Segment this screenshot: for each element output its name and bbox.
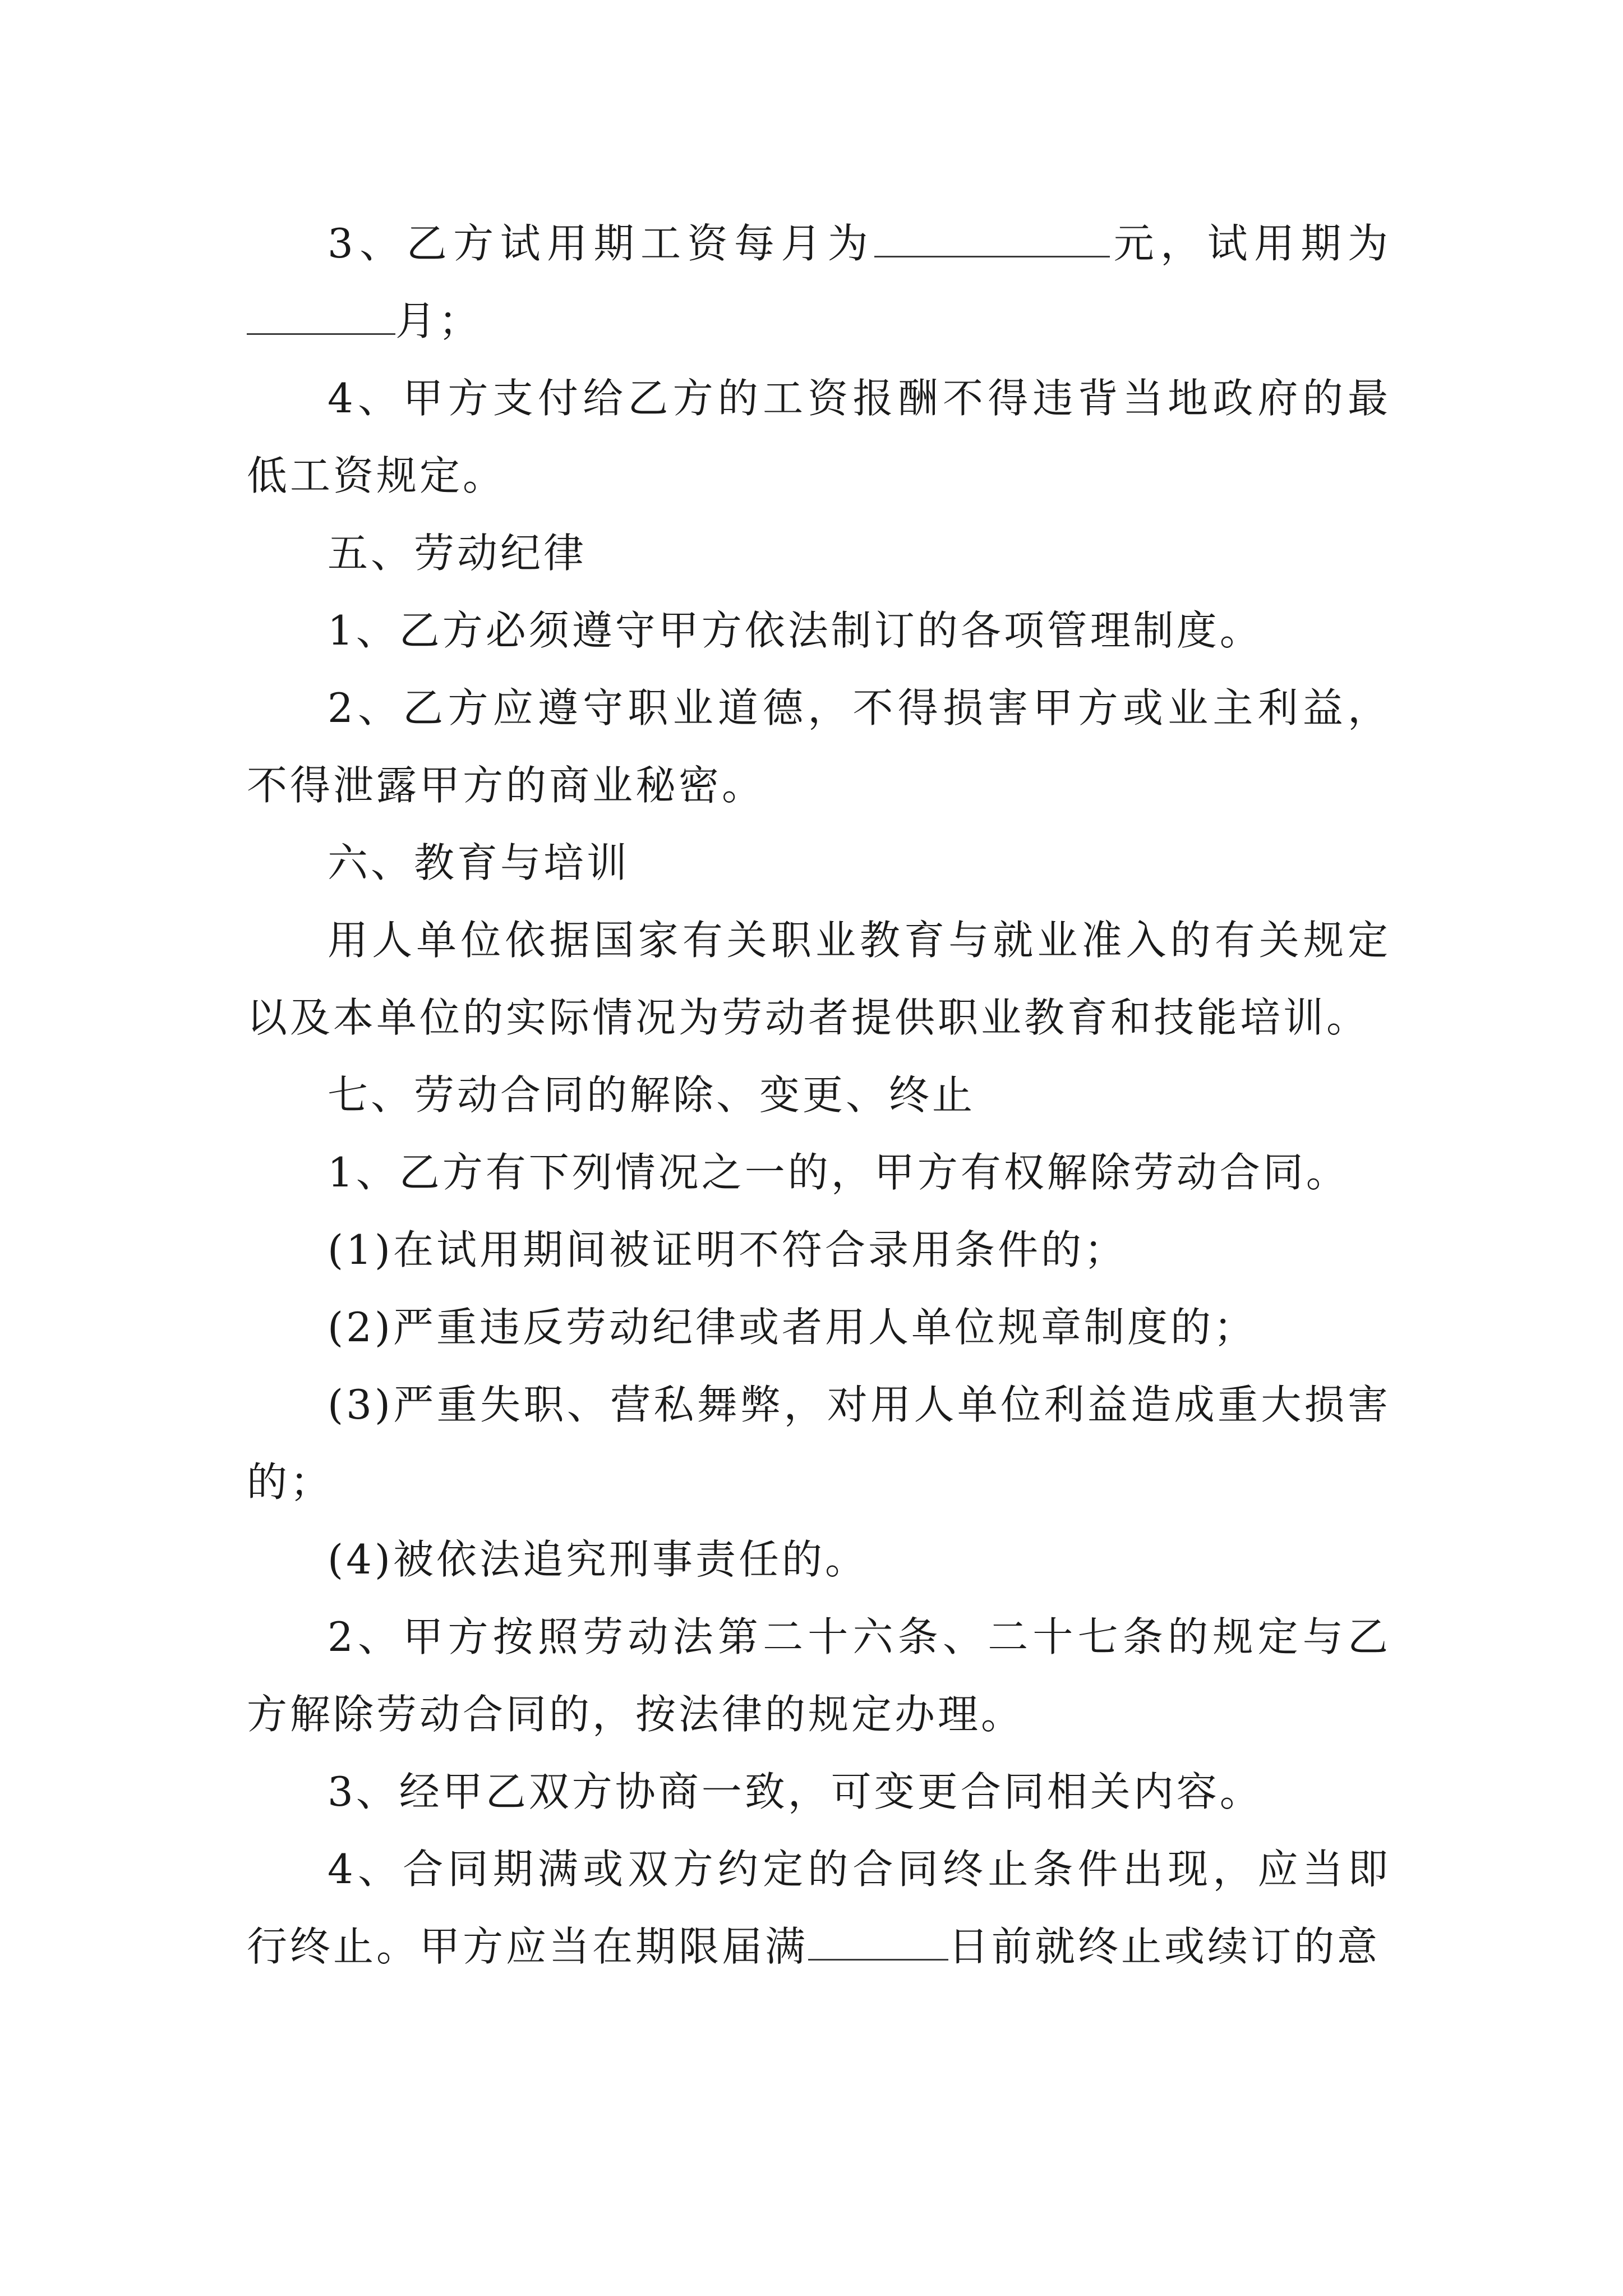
list-item-probation-fail: (1)在试用期间被证明不符合录用条件的； — [328, 1226, 1127, 1273]
contract-body — [247, 205, 1391, 1985]
contract-expiry-text: 4、合同期满或双方约定的合同终止条件出现，应当即行终止。甲方应当在期限届满 — [247, 1846, 1391, 1970]
paragraph-discipline-rules: 1、乙方必须遵守甲方依法制订的各项管理制度。 — [328, 607, 1263, 654]
paragraph-labor-law-termination: 2、甲方按照劳动法第二十六条、二十七条的规定与乙方解除劳动合同的，按法律的规定办理。 — [247, 1613, 1391, 1738]
months-suffix-text: 月； — [395, 297, 482, 344]
paragraph-probation-salary — [247, 205, 1391, 360]
paragraph-vocational-training: 用人单位依据国家有关职业教育与就业准入的有关规定以及本单位的实际情况为劳动者提供职业教育和技能培训。 — [247, 917, 1391, 1041]
paragraph-termination-conditions: 1、乙方有下列情况之一的，甲方有权解除劳动合同。 — [328, 1149, 1349, 1196]
contract-expiry-text-end: 日前就终止或续订的意 — [948, 1923, 1381, 1970]
paragraph-contract-change: 3、经甲乙双方协商一致，可变更合同相关内容。 — [328, 1768, 1263, 1815]
list-item-criminal-liability: (4)被依法追究刑事责任的。 — [328, 1536, 868, 1583]
probation-period-text: 元，试用期为 — [1110, 220, 1391, 267]
notice-days-blank[interactable] — [808, 1925, 948, 1961]
section-heading-education-training: 六、教育与培训 — [328, 839, 630, 886]
salary-amount-blank[interactable] — [874, 222, 1110, 257]
probation-months-blank[interactable] — [247, 300, 395, 335]
probation-salary-text: 3、乙方试用期工资每月为 — [328, 220, 875, 267]
list-item-misconduct: (3)严重失职、营私舞弊，对用人单位利益造成重大损害的； — [247, 1381, 1391, 1506]
list-item-discipline-violation: (2)严重违反劳动纪律或者用人单位规章制度的； — [328, 1304, 1257, 1351]
paragraph-contract-expiry — [247, 1830, 1391, 1985]
section-heading-termination: 七、劳动合同的解除、变更、终止 — [328, 1071, 976, 1119]
paragraph-minimum-wage: 4、甲方支付给乙方的工资报酬不得违背当地政府的最低工资规定。 — [247, 375, 1391, 499]
section-heading-labor-discipline: 五、劳动纪律 — [328, 530, 587, 577]
paragraph-professional-ethics: 2、乙方应遵守职业道德，不得损害甲方或业主利益，不得泄露甲方的商业秘密。 — [247, 684, 1391, 809]
